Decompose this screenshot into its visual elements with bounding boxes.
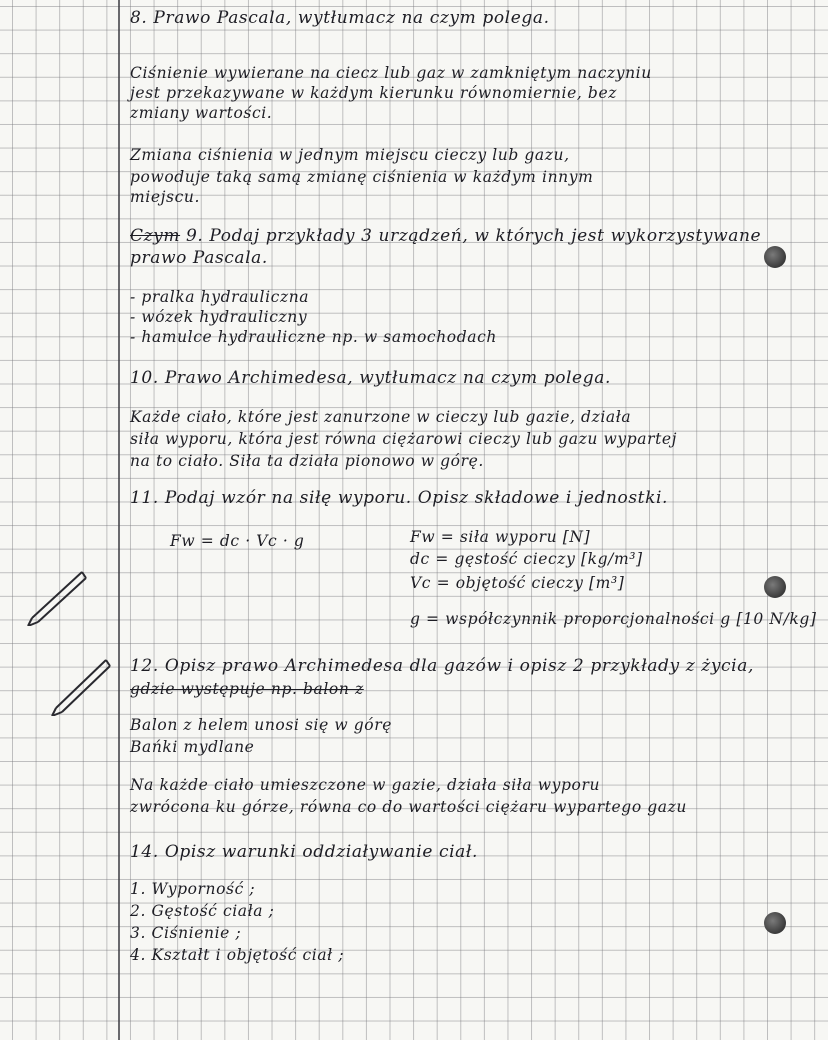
answer-line: Ciśnienie wywierane na ciecz lub gaz w zamkniętym naczyniu — [130, 64, 652, 82]
formula-legend: Vc = objętość cieczy [m³] — [410, 574, 625, 592]
list-item: 2. Gęstość ciała ; — [130, 902, 275, 920]
answer-line: zmiany wartości. — [130, 104, 273, 122]
struck-word: Czym — [130, 226, 181, 246]
list-item: - hamulce hydrauliczne np. w samochodach — [130, 328, 497, 346]
answer-line: Na każde ciało umieszczone w gazie, działa siła wyporu — [130, 776, 601, 794]
question-14: 14. Opisz warunki oddziaływanie ciał. — [130, 842, 479, 862]
formula-legend: dc = gęstość cieczy [kg/m³] — [410, 550, 643, 568]
answer-line: powoduje taką samą zmianę ciśnienia w każdym innym — [130, 168, 594, 186]
binder-hole — [764, 912, 786, 934]
list-item: 3. Ciśnienie ; — [130, 924, 242, 942]
struck-line: gdzie występuje np. balon z — [130, 680, 364, 698]
question-12: 12. Opisz prawo Archimedesa dla gazów i opisz 2 przykłady z życia, — [130, 656, 754, 676]
list-item: 4. Kształt i objętość ciał ; — [130, 946, 345, 964]
question-10: 10. Prawo Archimedesa, wytłumacz na czym polega. — [130, 368, 611, 388]
answer-line: na to ciało. Siła ta działa pionowo w górę. — [130, 452, 484, 470]
buoyancy-formula: Fw = dc · Vc · g — [170, 532, 305, 550]
question-9: 9. Podaj przykłady 3 urządzeń, w których jest wykorzystywane — [186, 226, 762, 246]
answer-line: jest przekazywane w każdym kierunku równomiernie, bez — [130, 84, 617, 102]
list-item: - pralka hydrauliczna — [130, 288, 310, 306]
pen-doodle-icon — [46, 652, 116, 716]
answer-line: Zmiana ciśnienia w jednym miejscu cieczy lub gazu, — [130, 146, 570, 164]
margin-line — [118, 0, 120, 1040]
answer-line: zwrócona ku górze, równa co do wartości ciężaru wypartego gazu — [130, 798, 688, 816]
answer-line: Bańki mydlane — [130, 738, 255, 756]
formula-legend: g = współczynnik proporcjonalności g [10 N/kg] — [410, 610, 817, 628]
binder-hole — [764, 246, 786, 268]
question-8: 8. Prawo Pascala, wytłumacz na czym polega. — [130, 8, 550, 28]
answer-line: Każde ciało, które jest zanurzone w cieczy lub gazie, działa — [130, 408, 632, 426]
formula-legend: Fw = siła wyporu [N] — [410, 528, 591, 546]
binder-hole — [764, 576, 786, 598]
list-item: - wózek hydrauliczny — [130, 308, 308, 326]
answer-line: miejscu. — [130, 188, 200, 206]
pen-doodle-icon — [22, 566, 92, 626]
question-9-cont: prawo Pascala. — [130, 248, 268, 268]
list-item: 1. Wyporność ; — [130, 880, 256, 898]
question-11: 11. Podaj wzór na siłę wyporu. Opisz składowe i jednostki. — [130, 488, 669, 508]
answer-line: siła wyporu, która jest równa ciężarowi cieczy lub gazu wypartej — [130, 430, 678, 448]
answer-line: Balon z helem unosi się w górę — [130, 716, 393, 734]
